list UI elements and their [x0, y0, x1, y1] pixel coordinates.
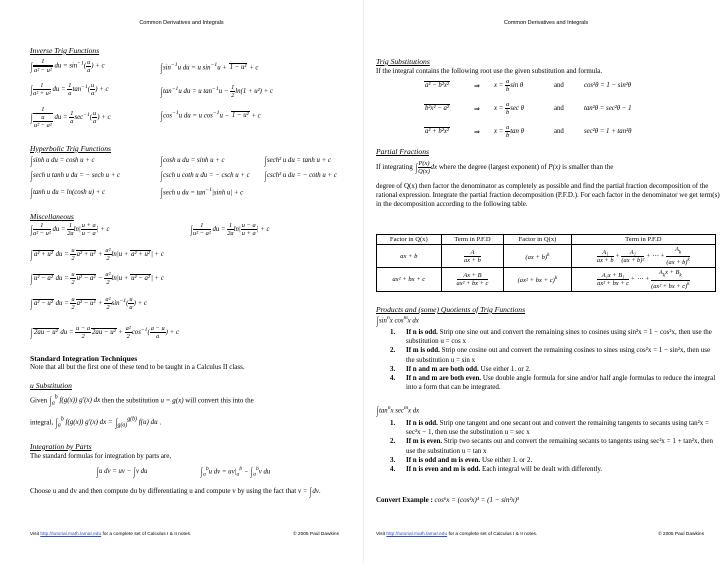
- tutorial-link[interactable]: http://tutorial.math.lamar.edu: [386, 532, 448, 537]
- formula: ∫ a² + u² du = $\frac{u}{2}$ a² + u² + $\frac{\text{a²}}{2}$ ln|u + a² + u²| + c: [30, 247, 164, 262]
- formula: x = $\frac{a}{b}$ sin θ: [494, 78, 524, 93]
- list-item: 2. If m is even. Strip two secants out and convert the remaining secants to tangents using sec²x = 1 + tan²x, then use the substitution u = tan x: [390, 437, 714, 455]
- formula: sec²θ = 1 + tan²θ: [584, 128, 632, 135]
- list-item: 2. If m is odd. Strip one cosine out and convert the remaining cosines to sines using cos²x = 1 − sin²x, then use the substitution u = sin x: [390, 346, 711, 364]
- table-row: [377, 235, 716, 245]
- list-item: 3. If n is odd and m is even. Use either 1. or 2.: [390, 455, 533, 464]
- page-header: Common Derivatives and Integrals: [139, 20, 224, 26]
- parts-text: The standard formulas for integration by parts are,: [30, 452, 172, 460]
- formula: ∫sech² u du = tanh u + c: [264, 155, 331, 167]
- arrow-icon: ⇒: [474, 129, 480, 136]
- list-item: 4. If n and m are both even. Use double angle formula for sine and/or half angle formulas to reduce the integral into a form that can be integrated.: [390, 374, 716, 392]
- standard-title: Standard Integration Techniques: [30, 354, 138, 363]
- usub-given: Given $\int_a^b$ f(g(x)) g′(x) dx then the substitution u = g(x) will convert this into the: [30, 395, 254, 408]
- page-footer: Visit http://tutorial.math.lamar.edu for a complete set of Calculus I & II notes. © 2005 Paul Dawkins: [376, 532, 704, 537]
- formula: a² + b²x²: [425, 128, 449, 135]
- formula: $\int\cos^{-1}u$ du = u $\cos^{-1}u - 1 - u^2 + c$: [160, 110, 261, 123]
- formula: ∫sech u du = $\tan^{-1}|\sinh$ u| + c: [160, 187, 244, 200]
- usub-integral: integral, $\int_a^b$ f(g(x)) g′(x) dx = $\int_{g(a)}^{g(b)}$ f(u) du .: [30, 417, 162, 430]
- formula: ∫sech u tanh u du = − sech u + c: [30, 170, 121, 182]
- formula: tan²θ = sec²θ − 1: [584, 105, 632, 112]
- formula: ∫ 2au − u² du = $\frac{u - a}{2}$ 2au − u² + $\frac{\text{a²}}{2}$ $\cos^{-1}$( $\frac{a - u}{a}$ ) + c: [30, 325, 179, 340]
- misc-title: Miscellaneous: [30, 212, 74, 221]
- list-item: 3. If n and m are both odd. Use either 1. or 2.: [390, 364, 531, 373]
- formula: $\int\sin^{-1}u$ du = u $\sin^{-1}u + 1 - u^2 + c$: [160, 62, 259, 75]
- parts-title: Integration by Parts: [30, 442, 92, 451]
- formula: ∫ $\frac{1}{\text{a² − u²}}$ du = $\sin^{-1}$( $\frac{u}{a}$ ) + c: [30, 58, 105, 74]
- table-row: ax + b $\frac{A}{ax + b}$ (ax + b)$^k$ $\frac{\text{A₁}}{ax + b}$ + $\frac{\text{A₂}}{\text{(ax + b)²}}$ + ⋯ + $\frac{A_k}{(ax + b)^k}$: [377, 245, 716, 268]
- partial-title: Partial Fractions: [376, 147, 429, 156]
- products-title: Products and (some) Quotients of Trig Functions: [376, 305, 526, 314]
- formula: ∫ 1 u u² − a² du = $\frac{1}{a}$ $\sec^{-1}$( $\frac{u}{a}$ ) + c: [30, 106, 111, 129]
- list-item: 1. If n is odd. Strip one sine out and convert the remaining sines to cosines using sin²x = 1 − cos²x, then use the substitution u = cos x: [390, 328, 712, 346]
- formula: b²x² − a²: [425, 105, 449, 112]
- table-row: ax² + bx + c $\frac{Ax + B}{\text{ax² + bx + c}}$ (ax² + bx + c)$^k$ $\frac{\text{A₁x + B₁}}{\text{ax² + bx + c}}$ + ⋯ + $A_kx + B_k$ (ax² + bx + c)$^k$: [377, 268, 716, 291]
- convert-example: Convert Example : cos⁶x = (cos²x)³ = (1 − sin²x)³: [376, 496, 520, 504]
- formula: ∫ u² − a² du = $\frac{u}{2}$ u² − a² − $\frac{\text{a²}}{2}$ ln|u + u² − a²| + c: [30, 271, 164, 286]
- list-item: 1. If n is odd. Strip one tangent and one secant out and convert the remaining tangents to secants using tan²x = sec²x − 1, then use the substitution u = sec x: [390, 419, 709, 437]
- arrow-icon: ⇒: [474, 83, 480, 90]
- trig-sub-text: If the integral contains the following root use the given substitution and formula.: [376, 67, 603, 75]
- formula: ∫ a² − u² du = $\frac{u}{2}$ a² − u² + $\frac{\text{a²}}{2}$ $\sin^{-1}$( $\frac{u}{a}$ ) + c: [30, 296, 147, 311]
- formula: $\int\tan^{-1}u$ du = u $\tan^{-1}u$ − $\frac{1}{2}$ ln(1 + u²) + c: [160, 84, 273, 99]
- formula: x = $\frac{a}{b}$ sec θ: [494, 101, 524, 116]
- hyperbolic-title: Hyperbolic Trig Functions: [30, 144, 111, 153]
- usub-title: u Substitution: [30, 381, 72, 390]
- table-header: Factor in Q(x): [377, 235, 442, 245]
- formula: a² − b²x²: [425, 82, 449, 89]
- formula: ∫ $\frac{1}{\text{a² − u²}}$ du = $\frac{1}{2a}$ ln| $\frac{u + a}{u - a}$ | + c: [30, 222, 110, 237]
- sincos-list: [390, 328, 716, 392]
- partial-text: degree of Q(x) then factor the denominator as completely as possible and find the partial fraction decomposition of the rational expression. Integrate the partial fraction decomposition (P.F.D.). For each factor in the denominator we get term(s) in the decomposition according to the following table.: [376, 182, 720, 208]
- and-label: and: [554, 105, 564, 112]
- standard-note: Note that all but the first one of these tend to be taught in a Calculus II class.: [30, 363, 245, 371]
- partial-if: If integrating ∫ $\frac{P(x)}{Q(x)}$ dx where the degree (largest exponent) of P(x) is smaller than the: [376, 160, 614, 175]
- pfd-table: [376, 234, 716, 292]
- inverse-trig-title: Inverse Trig Functions: [30, 46, 100, 55]
- page-footer: Visit http://tutorial.math.lamar.edu for a complete set of Calculus I & II notes. © 2005 Paul Dawkins: [30, 532, 339, 537]
- formula: ∫tanh u du = ln(cosh u) + c: [30, 187, 106, 199]
- list-item: 4. If n is even and m is odd. Each integral will be dealt with differently.: [390, 465, 603, 474]
- trig-sub-title: Trig Substitutions: [376, 57, 430, 66]
- formula: cos²θ = 1 − sin²θ: [584, 82, 632, 89]
- page-header: Common Derivatives and Integrals: [503, 20, 589, 26]
- parts-choose: Choose u and dv and then compute du by differentiating u and compute v by using the fact that v = ∫dv.: [30, 486, 321, 498]
- formula: ∫ $\frac{1}{\text{a² + u²}}$ du = $\frac{1}{a}$ $\tan^{-1}$( $\frac{u}{a}$ ) + c: [30, 82, 109, 97]
- and-label: and: [554, 82, 564, 89]
- formula: ∫csch u coth u du = − csch u + c: [160, 170, 250, 182]
- table-header: Factor in Q(x): [504, 235, 571, 245]
- formula: ∫ $\frac{1}{\text{u² − a²}}$ du = $\frac{1}{2a}$ ln| $\frac{u - a}{u + a}$ | + c: [190, 222, 270, 237]
- formula: ∫cosh u du = sinh u + c: [160, 155, 225, 167]
- table-header: Term in P.F.D: [441, 235, 504, 245]
- formula: ∫sinh u du = cosh u + c: [30, 155, 95, 167]
- formula: ∫csch² u du = − coth u + c: [264, 170, 337, 182]
- and-label: and: [554, 128, 564, 135]
- formula: x = $\frac{a}{b}$ tan θ: [494, 124, 524, 139]
- formula: $\int_a^bu$ dv = $uv|_a^b - \int_a^bv$ du: [200, 466, 271, 479]
- formula: $\int\sin^nx$ $\cos^mx$ dx: [376, 315, 419, 328]
- formula: $\int\tan^nx$ $\sec^mx$ dx: [376, 405, 420, 418]
- arrow-icon: ⇒: [474, 106, 480, 113]
- right-page: [364, 0, 728, 563]
- tansec-list: [390, 419, 716, 474]
- table-header: Term in P.F.D: [571, 235, 715, 245]
- formula: ∫u dv = uv − ∫v du: [96, 466, 148, 478]
- tutorial-link[interactable]: http://tutorial.math.lamar.edu: [40, 532, 102, 537]
